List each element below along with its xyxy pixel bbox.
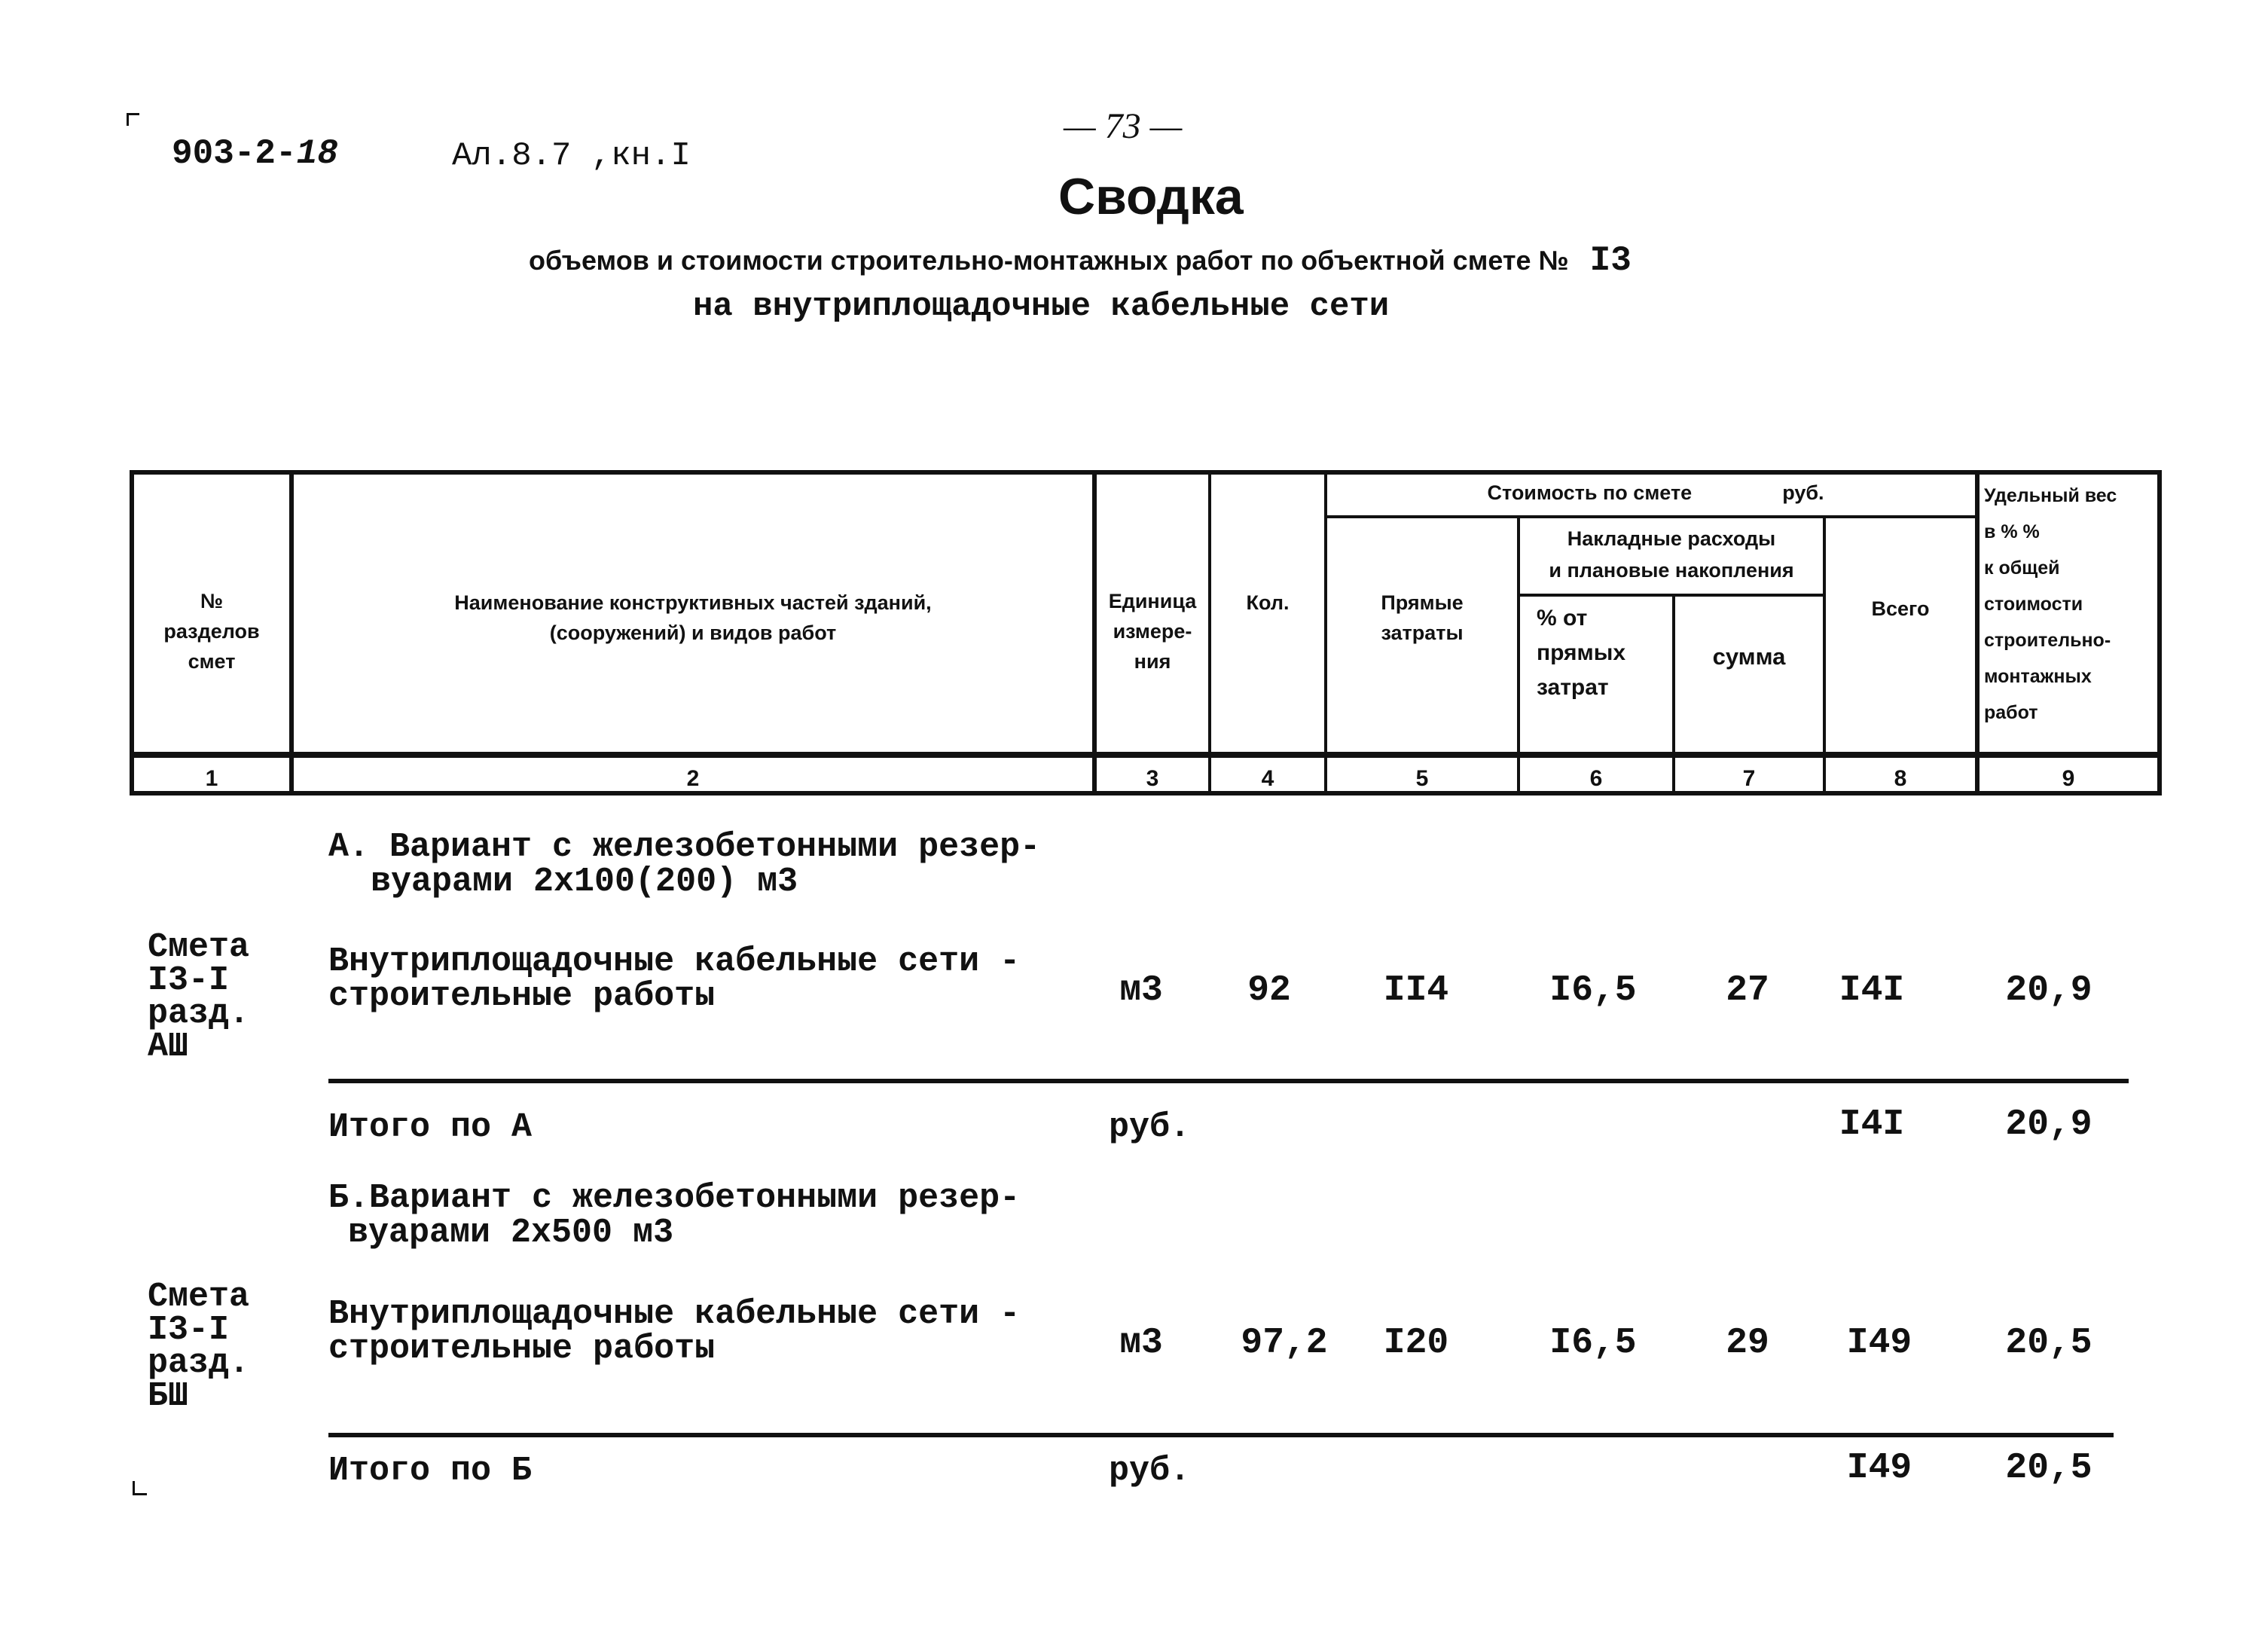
row-divider — [1517, 594, 1824, 597]
section-b-total-label: Итого по Б — [328, 1452, 533, 1490]
column-number: 3 — [1146, 766, 1159, 791]
section-a-row-name: Внутриплощадочные кабельные сети - строительные работы — [328, 942, 1021, 1015]
section-b-weight: 20,5 — [2005, 1323, 2092, 1364]
section-b-sum: 29 — [1726, 1323, 1769, 1364]
column-number: 5 — [1415, 766, 1429, 791]
section-b-qty: 97,2 — [1241, 1323, 1328, 1364]
column-number: 7 — [1742, 766, 1756, 791]
section-a-direct: II4 — [1383, 970, 1449, 1011]
section-b-unit: м3 — [1119, 1323, 1163, 1364]
header-cost-group: Стоимость по смете руб. — [1487, 481, 1824, 504]
section-a-total-weight: 20,9 — [2005, 1104, 2092, 1145]
section-b-pct: I6,5 — [1549, 1323, 1637, 1364]
album-reference: Ал.8.7 ,кн.I — [452, 137, 691, 175]
section-a-estimate-ref: Смета I3-I разд. АШ — [148, 928, 250, 1066]
section-a-sum: 27 — [1726, 970, 1769, 1011]
document-subtitle-line1 — [529, 241, 1632, 280]
section-b-total-unit: руб. — [1109, 1452, 1191, 1490]
header-col7: сумма — [1712, 643, 1786, 670]
section-b-divider — [328, 1433, 2114, 1437]
header-col2: Наименование конструктивных частей зданий, (сооружений) и видов работ — [454, 591, 932, 644]
section-b-total-weight: 20,5 — [2005, 1448, 2092, 1489]
column-number: 9 — [2062, 766, 2075, 791]
section-b-direct: I20 — [1383, 1323, 1449, 1364]
column-number: 4 — [1261, 766, 1274, 791]
column-number: 1 — [205, 766, 218, 791]
header-col1: № разделов смет — [163, 590, 260, 673]
section-a-weight: 20,9 — [2005, 970, 2092, 1011]
column-number: 6 — [1589, 766, 1603, 791]
section-a-total-label: Итого по А — [328, 1108, 533, 1147]
document-title: Сводка — [1058, 168, 1244, 225]
section-a-total-value: I4I — [1839, 1104, 1905, 1145]
section-b-row-name: Внутриплощадочные кабельные сети - строительные работы — [328, 1295, 1021, 1368]
section-b-total: I49 — [1846, 1323, 1912, 1364]
section-b-heading: Б.Вариант с железобетонными резер- вуарами 2х500 м3 — [328, 1179, 1021, 1252]
header-overhead-group: Накладные расходы и плановые накопления — [1549, 527, 1794, 582]
header-table — [130, 470, 2162, 796]
header-col4: Кол. — [1246, 591, 1290, 614]
header-col3: Единица измере- ния — [1108, 590, 1197, 673]
page-number: — 73 — — [1064, 106, 1183, 146]
row-divider — [1324, 515, 1975, 518]
corner-mark-top-left — [127, 113, 139, 126]
header-col8: Всего — [1871, 597, 1930, 620]
document-code-suffix: 18 — [296, 134, 338, 173]
section-a-total: I4I — [1839, 970, 1905, 1011]
section-a-divider — [328, 1079, 2129, 1083]
section-a-heading: А. Вариант с железобетонными резер- вуарами 2х100(200) м3 — [328, 828, 1041, 901]
column-number: 2 — [686, 766, 700, 791]
section-a-qty: 92 — [1247, 970, 1291, 1011]
section-a-total-unit: руб. — [1109, 1108, 1191, 1147]
col-divider — [1975, 475, 1980, 796]
section-a-unit: м3 — [1119, 970, 1163, 1011]
column-number: 8 — [1894, 766, 1907, 791]
subtitle-text: объемов и стоимости строительно-монтажных работ по объектной смете № — [529, 245, 1569, 276]
col-divider — [1208, 475, 1211, 796]
row-divider — [134, 752, 2157, 758]
header-col6: % от прямых затрат — [1537, 606, 1626, 700]
section-a-pct: I6,5 — [1549, 970, 1637, 1011]
document-code-prefix: 903-2- — [172, 134, 297, 173]
header-col9: Удельный вес в % % к общей стоимости строительно- монтажных работ — [1984, 485, 2117, 723]
corner-mark-bottom-left — [133, 1481, 147, 1495]
header-col5: Прямые затраты — [1381, 591, 1464, 644]
section-b-estimate-ref: Смета I3-I разд. БШ — [148, 1278, 250, 1415]
estimate-number: I3 — [1589, 241, 1632, 280]
document-subtitle-line2: на внутриплощадочные кабельные сети — [693, 288, 1390, 325]
document-code — [172, 134, 338, 173]
section-b-total-value: I49 — [1846, 1448, 1912, 1489]
